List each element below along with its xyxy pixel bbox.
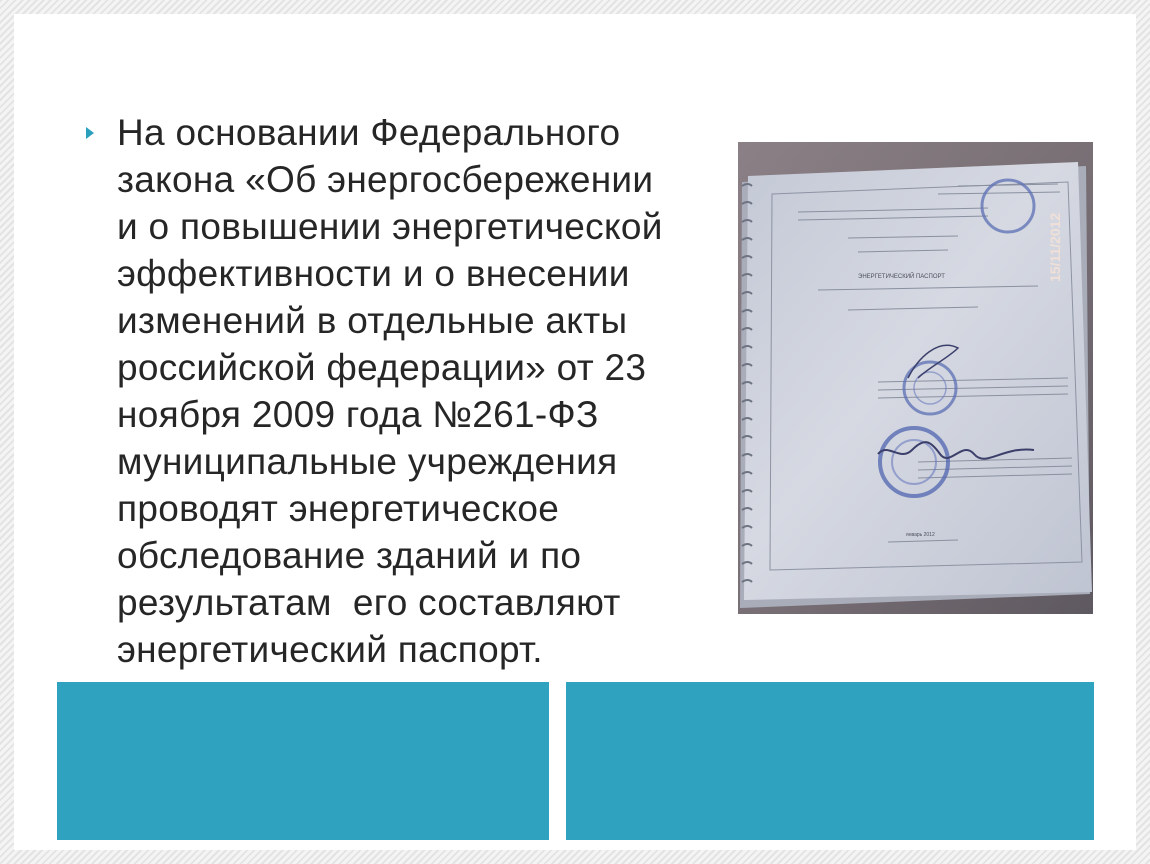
paragraph-line: и о повышении энергетической: [117, 206, 663, 247]
photo-image: [738, 142, 1093, 614]
teal-panel-right: [566, 682, 1094, 840]
paragraph-line: обследование зданий и по: [117, 535, 582, 576]
bullet-triangle-icon: [86, 127, 94, 139]
paragraph-line: эффективности и о внесении: [117, 253, 630, 294]
paragraph-line: изменений в отдельные акты: [117, 300, 628, 341]
paragraph-line: муниципальные учреждения: [117, 441, 618, 482]
paragraph-line: энергетический паспорт.: [117, 629, 543, 670]
body-paragraph[interactable]: [117, 109, 727, 673]
paragraph-line: На основании Федерального: [117, 112, 621, 153]
energy-passport-photo[interactable]: [738, 142, 1093, 614]
photo-date-stamp: 15/11/2012: [1047, 212, 1063, 282]
paragraph-line: результатам его составляют: [117, 582, 621, 623]
document-title-text: ЭНЕРГЕТИЧЕСКИЙ ПАСПОРТ: [858, 274, 945, 280]
paragraph-line: закона «Об энергосбережении: [117, 159, 654, 200]
paragraph-line: ноября 2009 года №261-ФЗ: [117, 394, 599, 435]
paragraph-line: российской федерации» от 23: [117, 347, 647, 388]
paragraph-line: проводят энергетическое: [117, 488, 560, 529]
document-date-text: январь 2012: [906, 532, 935, 538]
teal-panel-left: [57, 682, 549, 840]
